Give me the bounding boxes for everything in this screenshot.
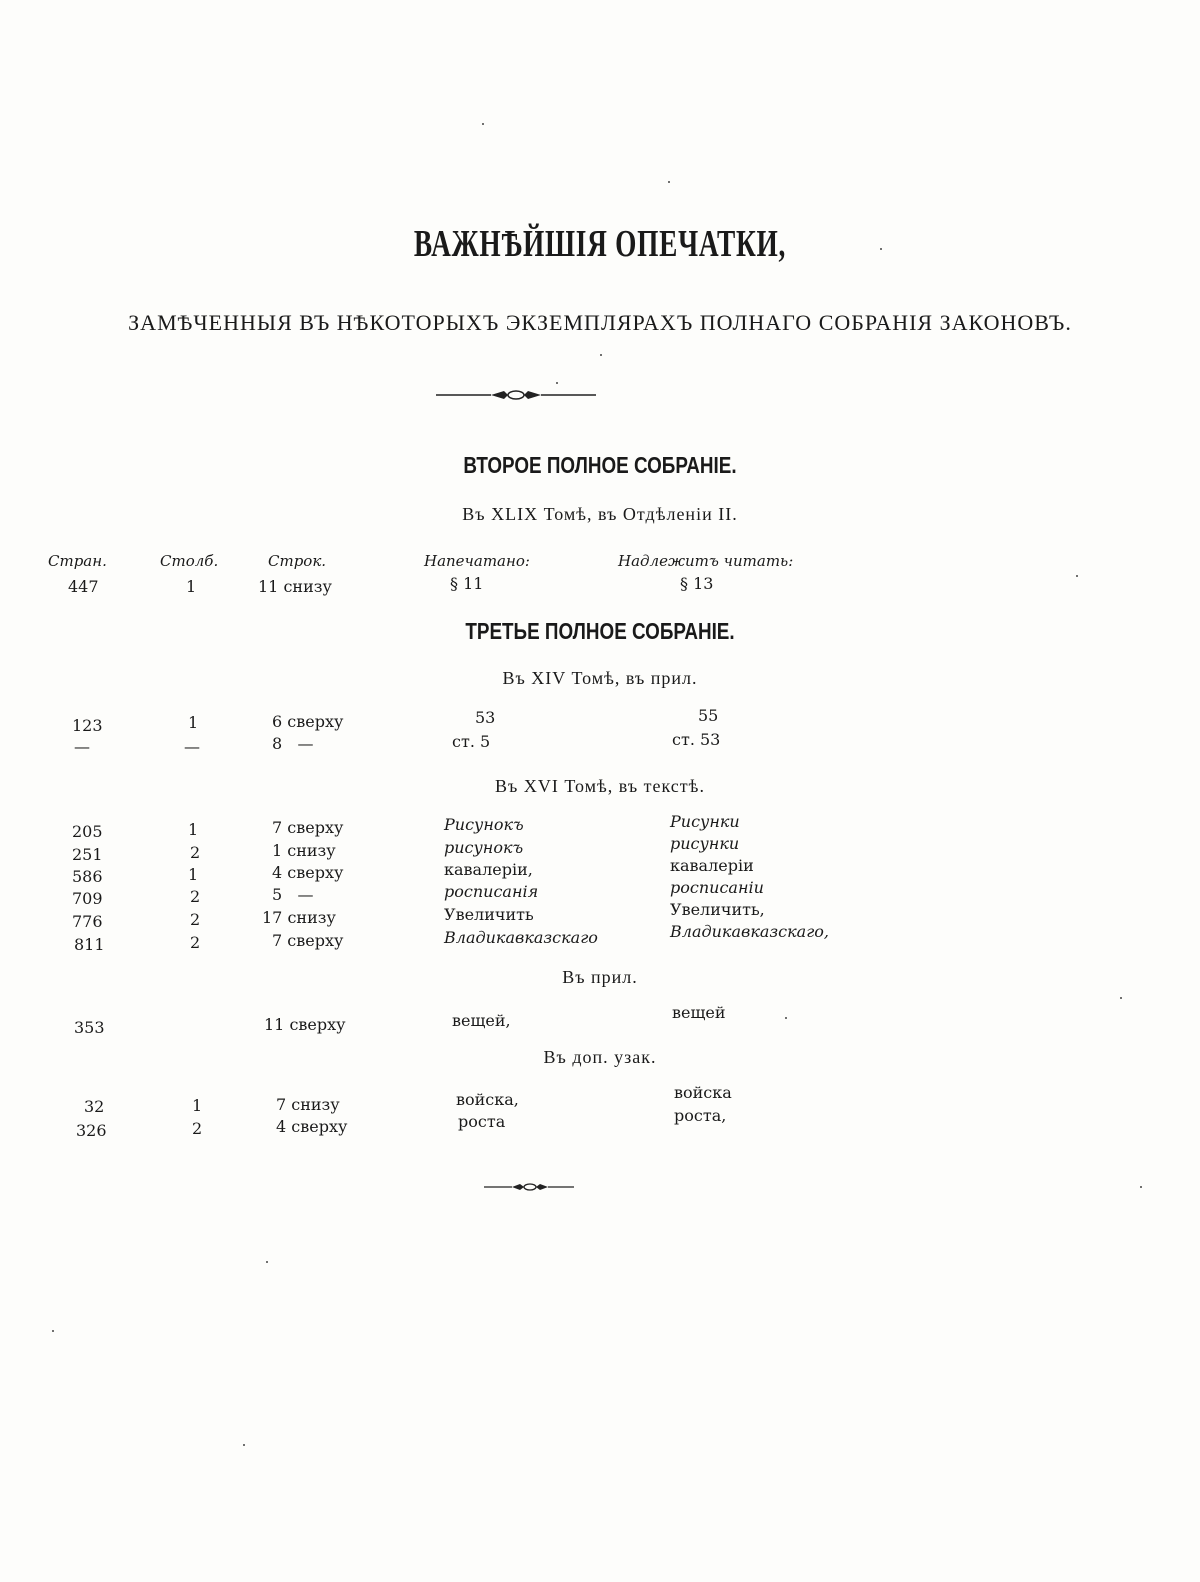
cell-line: 11 сверху	[264, 1015, 346, 1034]
paper-speck	[1076, 575, 1078, 577]
paper-speck	[600, 354, 602, 356]
cell-printed: войска,	[456, 1090, 519, 1109]
cell-line: 6 сверху	[272, 712, 344, 731]
section-title: Въ XIV Томѣ, въ прил.	[502, 668, 698, 688]
cell-printed: 53	[475, 708, 496, 727]
cell-correct: роста,	[674, 1106, 727, 1125]
cell-line: 11 снизу	[258, 577, 332, 596]
cell-printed: росписанія	[444, 882, 539, 901]
cell-page: 776	[72, 912, 103, 931]
column-header-printed: Напечатано:	[424, 552, 530, 570]
cell-col: 2	[192, 1119, 203, 1138]
cell-printed: ст. 5	[452, 732, 491, 751]
cell-col: 2	[190, 887, 201, 906]
section-title: Въ доп. узак.	[543, 1047, 657, 1067]
cell-col: 2	[190, 910, 201, 929]
cell-printed: Увеличить	[444, 905, 534, 924]
column-header-page: Стран.	[48, 552, 107, 570]
cell-correct: рисунки	[670, 834, 740, 853]
cell-col: 2	[190, 933, 201, 952]
cell-line: 17 снизу	[262, 908, 336, 927]
cell-printed: вещей,	[452, 1011, 511, 1030]
cell-page: 251	[72, 845, 103, 864]
cell-col: 1	[192, 1096, 203, 1115]
cell-line: 4 сверху	[276, 1117, 348, 1136]
cell-page: 586	[72, 867, 103, 886]
column-header-col: Столб.	[160, 552, 219, 570]
cell-col: 1	[186, 577, 197, 596]
paper-speck	[243, 1444, 245, 1446]
ornament-divider-top	[436, 388, 596, 402]
cell-page: 123	[72, 716, 103, 735]
column-header-line: Строк.	[268, 552, 327, 570]
paper-speck	[266, 1261, 268, 1263]
paper-speck	[52, 1330, 54, 1332]
cell-page: 326	[76, 1121, 107, 1140]
cell-printed: Рисунокъ	[444, 815, 524, 834]
cell-correct: вещей	[672, 1003, 726, 1022]
cell-line: 4 сверху	[272, 863, 344, 882]
cell-page: 811	[74, 935, 105, 954]
cell-col: 1	[188, 820, 199, 839]
paper-speck	[482, 123, 484, 125]
cell-correct: Рисунки	[670, 812, 740, 831]
paper-speck	[785, 1017, 787, 1019]
second-collection-heading: ВТОРОЕ ПОЛНОЕ СОБРАНІЕ.	[463, 452, 737, 478]
cell-line: 5 —	[272, 885, 314, 904]
paper-speck	[668, 181, 670, 183]
third-collection-heading: ТРЕТЬЕ ПОЛНОЕ СОБРАНІЕ.	[465, 618, 735, 644]
cell-printed: рисунокъ	[444, 838, 524, 857]
paper-speck	[1140, 1186, 1142, 1188]
cell-page: 709	[72, 889, 103, 908]
cell-correct: ст. 53	[672, 730, 721, 749]
cell-col: 2	[190, 843, 201, 862]
cell-col: —	[184, 737, 200, 756]
cell-correct: кавалеріи	[670, 856, 754, 875]
cell-page: —	[74, 737, 90, 756]
paper-speck	[880, 248, 882, 250]
cell-correct: Увеличить,	[670, 900, 765, 919]
cell-printed: роста	[458, 1112, 506, 1131]
cell-col: 1	[188, 713, 199, 732]
column-header-correct: Надлежитъ читать:	[618, 552, 794, 570]
cell-page: 353	[74, 1018, 105, 1037]
cell-line: 7 сверху	[272, 931, 344, 950]
ornament-divider-bottom	[484, 1181, 574, 1193]
cell-page: 32	[84, 1097, 105, 1116]
cell-line: 1 снизу	[272, 841, 336, 860]
page-subtitle: ЗАМѢЧЕННЫЯ ВЪ НѢКОТОРЫХЪ ЭКЗЕМПЛЯРАХЪ ПОЛНАГО СОБРАНІЯ ЗАКОНОВЪ.	[128, 310, 1072, 335]
cell-printed: Владикавказскаго	[444, 928, 598, 947]
cell-correct: росписаніи	[670, 878, 764, 897]
paper-speck	[556, 382, 558, 384]
cell-printed: § 11	[450, 574, 484, 593]
cell-col: 1	[188, 865, 199, 884]
cell-correct: войска	[674, 1083, 732, 1102]
second-collection-section: Въ XLIX Томѣ, въ Отдѣленіи II.	[462, 504, 738, 524]
page-title: ВАЖНѢЙШІЯ ОПЕЧАТКИ,	[413, 223, 787, 265]
section-title: Въ XVI Томѣ, въ текстѣ.	[495, 776, 705, 796]
cell-correct: Владикавказскаго,	[670, 922, 830, 941]
cell-page: 447	[68, 577, 99, 596]
cell-page: 205	[72, 822, 103, 841]
section-title: Въ прил.	[562, 967, 638, 987]
cell-line: 7 снизу	[276, 1095, 340, 1114]
cell-line: 8 —	[272, 734, 314, 753]
cell-printed: кавалеріи,	[444, 860, 533, 879]
cell-correct: § 13	[680, 574, 714, 593]
cell-correct: 55	[698, 706, 719, 725]
paper-speck	[1120, 997, 1122, 999]
cell-line: 7 сверху	[272, 818, 344, 837]
